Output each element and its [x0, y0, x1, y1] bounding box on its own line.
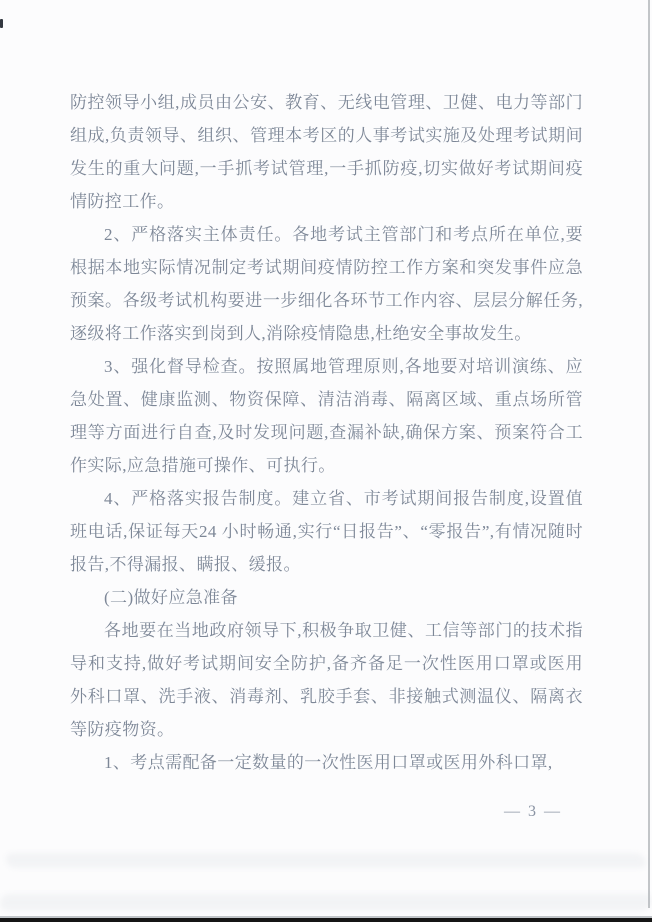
paragraph-continuation: 防控领导小组,成员由公安、教育、无线电管理、卫健、电力等部门组成,负责领导、组织、管理本考区的人事考试实施及处理考试期间发生的重大问题,一手抓考试管理,一手抓防疫,切实做好考试期间疫情防控工作。	[70, 93, 583, 211]
scan-edge-right	[648, 0, 650, 908]
paragraph-item-3: 3、强化督导检查。按照属地管理原则,各地要对培训演练、应急处置、健康监测、物资保障、清洁消毒、隔离区域、重点场所管理等方面进行自查,及时发现问题,查漏补缺,确保方案、预案符合工作实际,应急措施可操作、可执行。	[70, 357, 583, 475]
document-body	[70, 86, 583, 779]
paragraph-item-1-masks: 1、考点需配备一定数量的一次性医用口罩或医用外科口罩,	[104, 753, 553, 772]
paragraph-emergency-supplies: 各地要在当地政府领导下,积极争取卫健、工信等部门的技术指导和支持,做好考试期间安全防护,备齐备足一次性医用口罩或医用外科口罩、洗手液、消毒剂、乳胶手套、非接触式测温仪、隔离衣等防疫物资。	[70, 621, 583, 739]
scan-artifact-speck	[0, 19, 3, 28]
scan-bleedthrough-smudge	[6, 853, 646, 868]
scan-bleedthrough-smudge	[0, 894, 652, 911]
scan-edge-bottom	[0, 918, 652, 922]
page-number: — 3 —	[504, 803, 562, 820]
paragraph-item-2: 2、严格落实主体责任。各地考试主管部门和考点所在单位,要根据本地实际情况制定考试期间疫情防控工作方案和突发事件应急预案。各级考试机构要进一步细化各环节工作内容、层层分解任务,逐级将工作落实到岗到人,消除疫情隐患,杜绝安全事故发生。	[70, 225, 583, 343]
section-heading: (二)做好应急准备	[104, 588, 238, 607]
paragraph-item-4: 4、严格落实报告制度。建立省、市考试期间报告制度,设置值班电话,保证每天24 小时畅通,实行“日报告”、“零报告”,有情况随时报告,不得漏报、瞒报、缓报。	[70, 489, 583, 574]
